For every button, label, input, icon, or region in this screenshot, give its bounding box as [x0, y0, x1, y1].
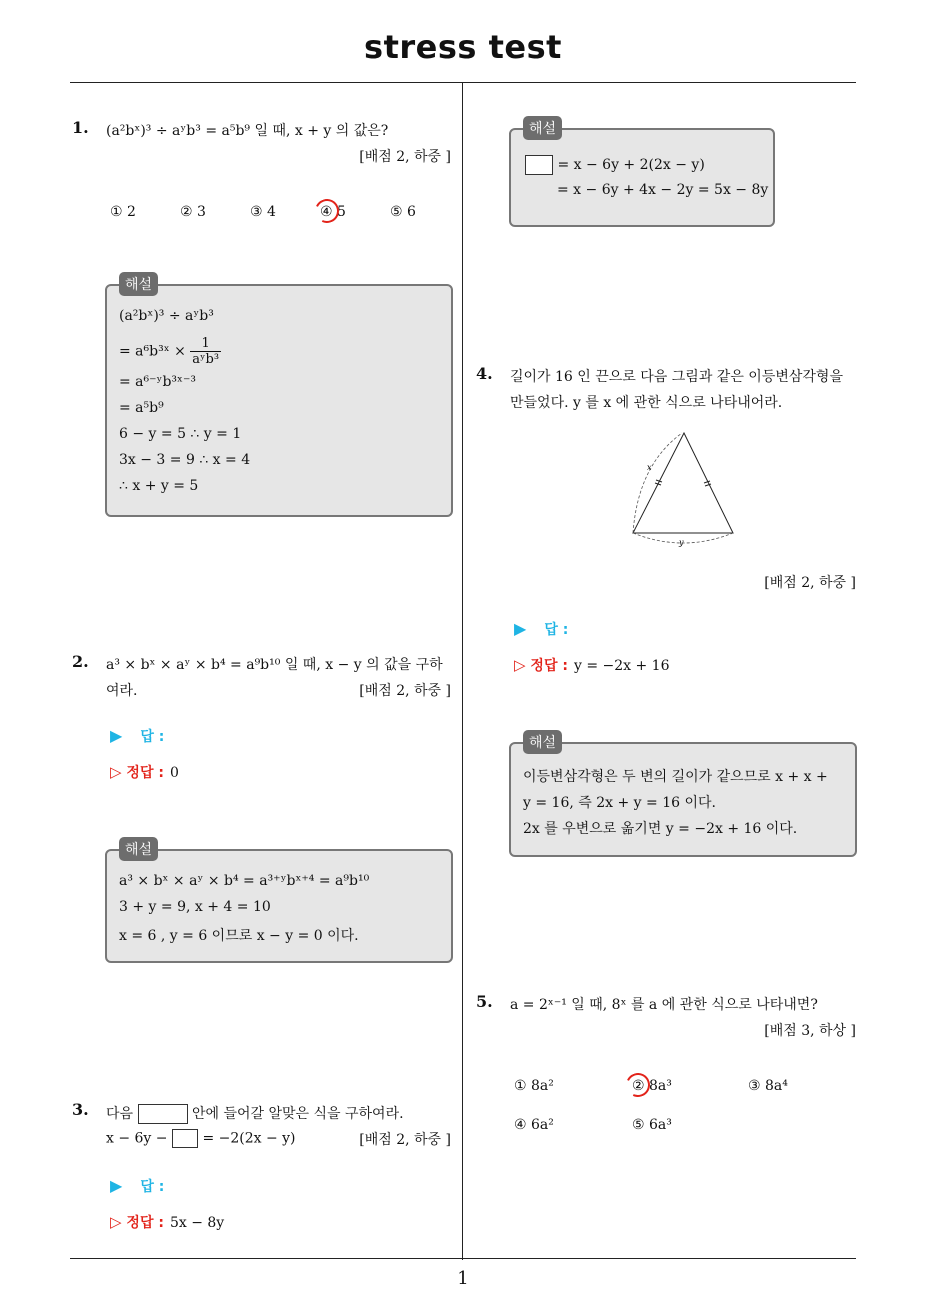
question-3-stem-text: 안에 들어갈 알맞은 식을 구하여라. — [191, 1106, 404, 1122]
solution-tag: 해설 — [119, 272, 158, 296]
choice-2[interactable]: ② 3 — [180, 204, 206, 220]
page-number: 1 — [457, 1268, 469, 1289]
fraction — [190, 336, 221, 367]
header-rule — [70, 82, 856, 83]
question-3-expression — [106, 1129, 296, 1148]
solution-line: 6 − y = 5 ∴ y = 1 — [119, 426, 242, 442]
solution-tag: 해설 — [119, 837, 158, 861]
correct-answer-label: 정답 : — [126, 765, 164, 781]
triangle-shape — [633, 433, 733, 533]
question-2-number: 2. — [72, 652, 89, 671]
solution-line: ∴ x + y = 5 — [119, 478, 199, 494]
solution-line: 이등변삼각형은 두 변의 길이가 같으므로 x + x + — [523, 769, 828, 785]
correct-answer-row — [110, 1212, 224, 1232]
answer-arrow-icon: ▶ — [514, 619, 527, 638]
question-2-stem: a³ × bˣ × aʸ × b⁴ = a⁹b¹⁰ 일 때, x − y 의 값을 구하 — [106, 657, 443, 673]
choice-5[interactable]: ⑤ 6a³ — [632, 1117, 672, 1133]
correct-answer-row — [110, 762, 179, 782]
question-5-score: [배점 3, 하상 ] — [764, 1023, 856, 1039]
solution-tag: 해설 — [523, 116, 562, 140]
question-1-score: [배점 2, 하중 ] — [359, 149, 451, 165]
fraction-denominator: aʸb³ — [192, 352, 220, 367]
column-divider — [462, 82, 463, 1260]
question-5-stem: a = 2ˣ⁻¹ 일 때, 8ˣ 를 a 에 관한 식으로 나타내면? — [510, 997, 818, 1013]
question-2-score: [배점 2, 하중 ] — [359, 683, 451, 699]
solution-line: 3 + y = 9, x + 4 = 10 — [119, 899, 271, 915]
figure-label-y: y — [679, 538, 684, 547]
question-3-expression-text: x − 6y − — [106, 1130, 168, 1147]
answer-label: 답 : — [544, 622, 569, 638]
question-4-score: [배점 2, 하중 ] — [764, 575, 856, 591]
blank-box — [525, 155, 553, 175]
solution-line: 3x − 3 = 9 ∴ x = 4 — [119, 452, 251, 468]
blank-box — [172, 1129, 198, 1148]
choice-4[interactable]: ④ 6a² — [514, 1117, 554, 1133]
tick-mark — [704, 481, 710, 483]
isosceles-triangle-figure — [620, 425, 745, 550]
choice-3[interactable]: ③ 4 — [250, 204, 276, 220]
question-1-solution-box — [105, 277, 453, 517]
blank-box — [138, 1104, 188, 1124]
solution-line: x = 6 , y = 6 이므로 x − y = 0 이다. — [119, 928, 359, 944]
solution-tag: 해설 — [523, 730, 562, 754]
solution-line: 2x 를 우변으로 옮기면 y = −2x + 16 이다. — [523, 821, 798, 837]
choice-1[interactable]: ① 8a² — [514, 1078, 554, 1094]
choice-3[interactable]: ③ 8a⁴ — [748, 1078, 788, 1094]
fraction-numerator: 1 — [190, 336, 221, 352]
selected-answer-mark — [312, 196, 343, 227]
correct-answer-arrow-icon: ▷ — [110, 763, 122, 781]
question-1-number: 1. — [72, 118, 89, 137]
choice-4[interactable]: ④ 5 — [320, 204, 346, 220]
correct-answer-label: 정답 : — [530, 658, 568, 674]
question-3-number: 3. — [72, 1100, 89, 1119]
answer-row — [110, 1176, 164, 1196]
solution-line — [525, 155, 705, 175]
answer-arrow-icon: ▶ — [110, 1176, 123, 1195]
correct-answer-value: 0 — [169, 765, 179, 781]
answer-label: 답 : — [140, 1179, 165, 1195]
question-2-solution-box — [105, 842, 453, 963]
footer-rule — [70, 1258, 856, 1259]
answer-row — [110, 726, 164, 746]
solution-line-text: = x − 6y + 2(2x − y) — [557, 157, 705, 173]
question-4-stem: 길이가 16 인 끈으로 다음 그림과 같은 이등변삼각형을 — [510, 369, 843, 385]
solution-line: = x − 6y + 4x − 2y = 5x − 8y — [557, 182, 769, 198]
page-title: stress test — [364, 28, 562, 66]
selected-answer-mark — [623, 1070, 654, 1101]
choice-1[interactable]: ① 2 — [110, 204, 136, 220]
solution-line: (a²bˣ)³ ÷ aʸb³ — [119, 308, 214, 324]
question-4-solution-box — [509, 735, 857, 857]
solution-line — [119, 336, 221, 367]
answer-label: 답 : — [140, 729, 165, 745]
correct-answer-value: y = −2x + 16 — [573, 658, 670, 674]
correct-answer-row — [514, 655, 669, 675]
figure-label-x: x — [647, 463, 652, 472]
question-3-solution-box — [509, 121, 775, 227]
correct-answer-arrow-icon: ▷ — [514, 656, 526, 674]
question-3-stem — [106, 1103, 404, 1124]
solution-line: = a⁵b⁹ — [119, 400, 164, 416]
question-2-stem: 여라. — [106, 683, 138, 699]
correct-answer-label: 정답 : — [126, 1215, 164, 1231]
answer-arrow-icon: ▶ — [110, 726, 123, 745]
solution-line: y = 16, 즉 2x + y = 16 이다. — [523, 795, 716, 811]
question-5-number: 5. — [476, 992, 493, 1011]
question-3-expression-text: = −2(2x − y) — [202, 1130, 296, 1147]
choice-2[interactable]: ② 8a³ — [632, 1078, 672, 1094]
question-3-score: [배점 2, 하중 ] — [359, 1132, 451, 1148]
solution-line: a³ × bˣ × aʸ × b⁴ = a³⁺ʸbˣ⁺⁴ = a⁹b¹⁰ — [119, 873, 370, 889]
solution-line-text: = a⁶b³ˣ × — [119, 343, 186, 360]
correct-answer-value: 5x − 8y — [169, 1215, 225, 1231]
question-3-stem-text: 다음 — [106, 1106, 134, 1122]
answer-row — [514, 619, 568, 639]
correct-answer-arrow-icon: ▷ — [110, 1213, 122, 1231]
solution-line: = a⁶⁻ʸb³ˣ⁻³ — [119, 374, 196, 390]
question-4-stem: 만들었다. y 를 x 에 관한 식으로 나타내어라. — [510, 395, 783, 411]
choice-5[interactable]: ⑤ 6 — [390, 204, 416, 220]
question-4-number: 4. — [476, 364, 493, 383]
question-1-stem: (a²bˣ)³ ÷ aʸb³ = a⁵b⁹ 일 때, x + y 의 값은? — [106, 123, 389, 139]
